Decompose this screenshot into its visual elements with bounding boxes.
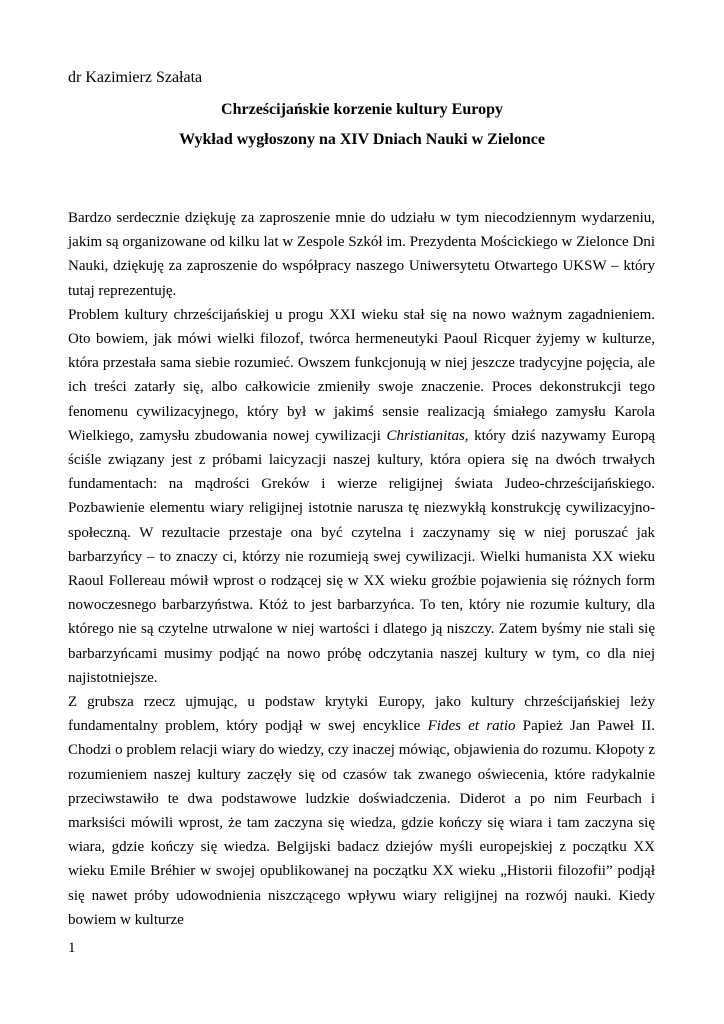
author-name: dr Kazimierz Szałata <box>68 69 203 86</box>
paragraph <box>68 303 655 690</box>
paragraph <box>68 206 655 303</box>
paragraph-text: Papież Jan Paweł II. Chodzi o problem relacji wiary do wiedzy, czy inaczej mówiąc, objawienia do rozumu. Kłopoty z rozumieniem naszej kultury zaczęły się od czasów tak zwanego oświecenia, które radykalnie przeciwstawiło te dwa podstawowe ludzkie doświadczenia. Diderot a po nim Feurbach i marksiści mówili wprost, że tam zaczyna się wiedza, gdzie kończy się wiara i tam zaczyna się wiara, gdzie kończy się wiedza. Belgijski badacz dziejów myśli europejskiej z początku XX wieku Emile Bréhier w swojej opublikowanej na początku XX wieku „Historii filozofii” podjął się nawet próby udowodnienia niszczącego wpływu wiary religijnej na rozwój nauki. Kiedy bowiem w kulturze <box>68 718 655 928</box>
italic-term: Christianitas, <box>386 427 469 444</box>
italic-term: Fides et ratio <box>427 718 516 735</box>
paragraph-text: który dziś nazywamy Europą ściśle związany jest z próbami laicyzacji naszej kultury, która opiera się na dwóch trwałych fundamentach: na mądrości Greków i wierze religijnej świata Judeo-chrześcijańskiego. Pozbawienie elementu wiary religijnej istotnie narusza tę niezwykłą konstrukcję cywilizacyjno-społeczną. W rezultacie przestaje ona być czytelna i zaczynamy się w niej poruszać jak barbarzyńcy – to znaczy ci, którzy nie rozumieją swej cywilizacji. Wielki humanista XX wieku Raoul Follereau mówił wprost o rodzącej się w XX wieku groźbie pojawienia się różnych form nowoczesnego barbarzyństwa. Któż to jest barbarzyńca. To ten, który nie rozumie kultury, dla którego nie są czytelne utrwalone w niej wartości i dlatego ją niszczy. Zatem byśmy nie stali się barbarzyńcami musimy podjąć na nowo próbę odczytania naszej kultury w tym, co dla niej najistotniejsze. <box>68 427 655 686</box>
paragraph-text: Problem kultury chrześcijańskiej u progu XXI wieku stał się na nowo ważnym zagadnieniem. Oto bowiem, jak mówi wielki filozof, twórca hermeneutyki Paoul Ricquer żyjemy w kulturze, która przestała sama siebie rozumieć. Owszem funkcjonują w niej jeszcze tradycyjne pojęcia, ale ich treści zatarły się, albo całkowicie zmieniły swoje znaczenie. Proces dekonstrukcji tego fenomenu cywilizacyjnego, który był w jakimś sensie realizacją śmiałego zamysłu Karola Wielkiego, zamysłu zbudowania nowej cywilizacji <box>68 306 655 444</box>
paragraph-text: Z grubsza rzecz ujmując, u podstaw krytyki Europy, jako kultury chrześcijańskiej leży fundamentalny problem, który podjął w swej encyklice <box>68 694 655 735</box>
paragraph <box>68 690 655 932</box>
document-subtitle: Wykład wygłoszony na XIV Dniach Nauki w Zielonce <box>179 131 545 148</box>
document-title: Chrześcijańskie korzenie kultury Europy <box>221 101 503 118</box>
body-text <box>68 206 655 932</box>
paragraph-text: Bardzo serdecznie dziękuję za zaproszenie mnie do udziału w tym niecodziennym wydarzeniu, jakim są organizowane od kilku lat w Zespole Szkół im. Prezydenta Mościckiego w Zielonce Dni Nauki, dziękuję za zaproszenie do współpracy naszego Uniwersytetu Otwartego UKSW – który tutaj reprezentuję. <box>68 210 655 299</box>
page-number: 1 <box>68 940 76 956</box>
